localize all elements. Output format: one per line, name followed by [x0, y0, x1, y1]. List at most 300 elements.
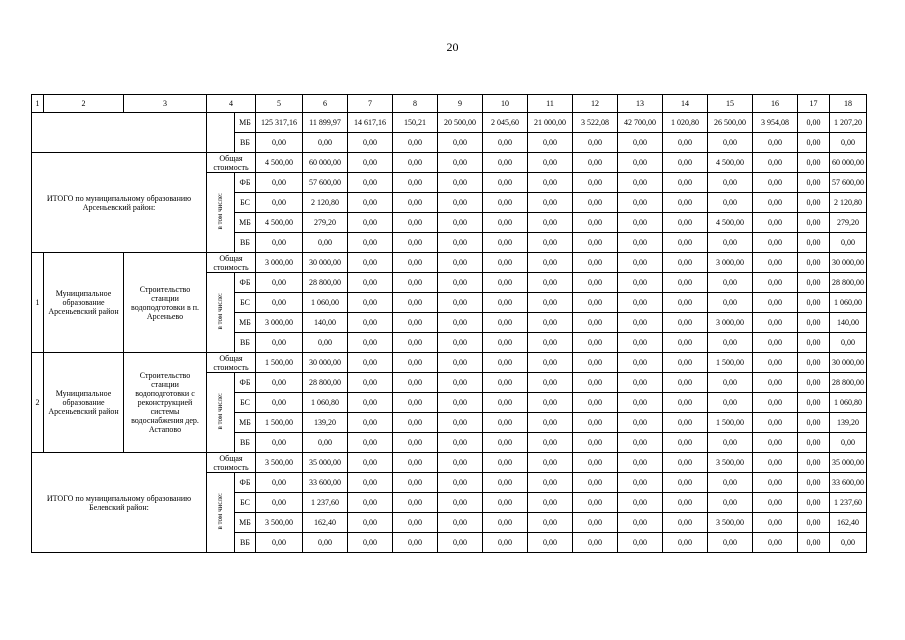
value-cell: 0,00 — [393, 333, 438, 353]
total-label: ИТОГО по муниципальному образованию Белевский район: — [32, 453, 207, 553]
value-cell: 0,00 — [438, 273, 483, 293]
value-cell: 0,00 — [483, 273, 528, 293]
value-cell: 0,00 — [618, 153, 663, 173]
value-cell: 0,00 — [348, 253, 393, 273]
value-cell: 0,00 — [528, 293, 573, 313]
value-cell: 0,00 — [528, 453, 573, 473]
source-cell: ФБ — [235, 273, 256, 293]
value-cell: 0,00 — [348, 353, 393, 373]
value-cell: 0,00 — [663, 493, 708, 513]
value-cell: 0,00 — [573, 513, 618, 533]
vertical-label — [207, 273, 235, 353]
value-cell: 0,00 — [753, 373, 798, 393]
value-cell: 0,00 — [753, 353, 798, 373]
value-cell: 0,00 — [708, 533, 753, 553]
value-cell: 0,00 — [798, 393, 830, 413]
value-cell: 20 500,00 — [438, 113, 483, 133]
value-cell: 0,00 — [618, 233, 663, 253]
empty-label-cell — [32, 113, 207, 153]
value-cell: 1 500,00 — [708, 413, 753, 433]
value-cell: 0,00 — [483, 373, 528, 393]
value-cell: 0,00 — [256, 433, 303, 453]
source-cell: ВБ — [235, 333, 256, 353]
value-cell: 0,00 — [528, 393, 573, 413]
value-cell: 0,00 — [618, 493, 663, 513]
value-cell: 0,00 — [573, 433, 618, 453]
value-cell: 0,00 — [753, 213, 798, 233]
value-cell: 0,00 — [348, 213, 393, 233]
value-cell: 1 060,80 — [830, 393, 867, 413]
vertical-label — [207, 173, 235, 253]
value-cell: 0,00 — [438, 533, 483, 553]
value-cell: 1 207,20 — [830, 113, 867, 133]
value-cell: 0,00 — [256, 133, 303, 153]
value-cell: 0,00 — [393, 193, 438, 213]
value-cell: 0,00 — [798, 333, 830, 353]
value-cell: 0,00 — [618, 413, 663, 433]
header-cell: 6 — [303, 95, 348, 113]
value-cell: 0,00 — [618, 393, 663, 413]
value-cell: 140,00 — [830, 313, 867, 333]
value-cell: 0,00 — [438, 353, 483, 373]
vertical-label — [207, 473, 235, 553]
source-cell: МБ — [235, 213, 256, 233]
value-cell: 0,00 — [348, 153, 393, 173]
value-cell: 0,00 — [393, 253, 438, 273]
value-cell: 0,00 — [438, 313, 483, 333]
value-cell: 0,00 — [798, 213, 830, 233]
value-cell: 0,00 — [256, 333, 303, 353]
value-cell: 0,00 — [708, 273, 753, 293]
value-cell: 0,00 — [798, 113, 830, 133]
value-cell: 0,00 — [393, 173, 438, 193]
value-cell: 0,00 — [438, 493, 483, 513]
value-cell: 0,00 — [618, 173, 663, 193]
value-cell: 0,00 — [663, 413, 708, 433]
value-cell: 0,00 — [483, 233, 528, 253]
value-cell: 0,00 — [483, 333, 528, 353]
header-cell: 15 — [708, 95, 753, 113]
value-cell: 4 500,00 — [708, 213, 753, 233]
source-cell: МБ — [235, 413, 256, 433]
value-cell: 3 000,00 — [256, 253, 303, 273]
source-cell: МБ — [235, 313, 256, 333]
value-cell: 14 617,16 — [348, 113, 393, 133]
value-cell: 0,00 — [708, 373, 753, 393]
value-cell: 21 000,00 — [528, 113, 573, 133]
value-cell: 28 800,00 — [830, 273, 867, 293]
value-cell: 0,00 — [798, 453, 830, 473]
value-cell: 0,00 — [393, 213, 438, 233]
value-cell: 0,00 — [438, 153, 483, 173]
value-cell: 150,21 — [393, 113, 438, 133]
value-cell: 0,00 — [573, 373, 618, 393]
value-cell: 0,00 — [483, 353, 528, 373]
value-cell: 0,00 — [393, 433, 438, 453]
value-cell: 0,00 — [528, 513, 573, 533]
value-cell: 0,00 — [438, 133, 483, 153]
value-cell: 0,00 — [393, 393, 438, 413]
value-cell: 0,00 — [708, 393, 753, 413]
value-cell: 0,00 — [663, 333, 708, 353]
value-cell: 0,00 — [618, 353, 663, 373]
value-cell: 0,00 — [618, 333, 663, 353]
value-cell: 0,00 — [618, 133, 663, 153]
value-cell: 0,00 — [348, 373, 393, 393]
value-cell: 0,00 — [483, 473, 528, 493]
value-cell: 0,00 — [393, 473, 438, 493]
header-cell: 5 — [256, 95, 303, 113]
value-cell: 4 500,00 — [256, 213, 303, 233]
value-cell: 0,00 — [256, 193, 303, 213]
header-cell: 3 — [124, 95, 207, 113]
value-cell: 0,00 — [573, 353, 618, 373]
header-cell: 12 — [573, 95, 618, 113]
value-cell: 0,00 — [303, 333, 348, 353]
value-cell: 0,00 — [528, 133, 573, 153]
value-cell: 0,00 — [348, 273, 393, 293]
value-cell: 30 000,00 — [830, 253, 867, 273]
value-cell: 0,00 — [573, 533, 618, 553]
value-cell: 0,00 — [753, 153, 798, 173]
value-cell: 0,00 — [438, 333, 483, 353]
value-cell: 0,00 — [393, 413, 438, 433]
value-cell: 0,00 — [528, 313, 573, 333]
value-cell: 0,00 — [753, 393, 798, 413]
value-cell: 0,00 — [798, 513, 830, 533]
table-row — [32, 453, 867, 473]
value-cell: 0,00 — [663, 353, 708, 373]
value-cell: 0,00 — [256, 533, 303, 553]
value-cell: 0,00 — [573, 133, 618, 153]
value-cell: 0,00 — [753, 193, 798, 213]
value-cell: 0,00 — [438, 433, 483, 453]
value-cell: 0,00 — [618, 433, 663, 453]
item-number: 1 — [32, 253, 44, 353]
value-cell: 60 000,00 — [830, 153, 867, 173]
value-cell: 0,00 — [573, 233, 618, 253]
value-cell: 0,00 — [528, 273, 573, 293]
value-cell: 0,00 — [830, 333, 867, 353]
value-cell: 0,00 — [483, 173, 528, 193]
value-cell: 0,00 — [753, 433, 798, 453]
including-label: в том числе: — [216, 393, 224, 430]
value-cell: 1 237,60 — [830, 493, 867, 513]
total-cost-label: Общая стоимость — [207, 253, 256, 273]
total-cost-label: Общая стоимость — [207, 353, 256, 373]
value-cell: 0,00 — [573, 333, 618, 353]
value-cell: 0,00 — [618, 373, 663, 393]
source-cell: ВБ — [235, 133, 256, 153]
header-cell: 16 — [753, 95, 798, 113]
value-cell: 0,00 — [753, 533, 798, 553]
value-cell: 0,00 — [618, 533, 663, 553]
value-cell: 0,00 — [528, 373, 573, 393]
value-cell: 0,00 — [393, 273, 438, 293]
value-cell: 0,00 — [348, 313, 393, 333]
header-cell: 7 — [348, 95, 393, 113]
value-cell: 0,00 — [438, 373, 483, 393]
value-cell: 0,00 — [753, 133, 798, 153]
source-cell: ВБ — [235, 533, 256, 553]
value-cell: 0,00 — [798, 173, 830, 193]
source-cell: БС — [235, 493, 256, 513]
value-cell: 0,00 — [393, 453, 438, 473]
value-cell: 0,00 — [303, 533, 348, 553]
value-cell: 0,00 — [393, 353, 438, 373]
including-label: в том числе: — [216, 493, 224, 530]
value-cell: 0,00 — [753, 513, 798, 533]
value-cell: 0,00 — [618, 513, 663, 533]
value-cell: 279,20 — [830, 213, 867, 233]
source-cell: МБ — [235, 513, 256, 533]
value-cell: 28 800,00 — [303, 273, 348, 293]
value-cell: 0,00 — [348, 173, 393, 193]
value-cell: 0,00 — [663, 173, 708, 193]
value-cell: 60 000,00 — [303, 153, 348, 173]
source-cell: ВБ — [235, 233, 256, 253]
value-cell: 0,00 — [708, 333, 753, 353]
vertical-label — [207, 373, 235, 453]
value-cell: 0,00 — [438, 173, 483, 193]
value-cell: 1 020,80 — [663, 113, 708, 133]
value-cell: 0,00 — [528, 253, 573, 273]
value-cell: 1 060,00 — [830, 293, 867, 313]
value-cell: 0,00 — [393, 153, 438, 173]
value-cell: 30 000,00 — [303, 253, 348, 273]
value-cell: 0,00 — [573, 473, 618, 493]
value-cell: 0,00 — [528, 473, 573, 493]
value-cell: 3 000,00 — [708, 313, 753, 333]
value-cell: 0,00 — [528, 193, 573, 213]
source-cell: БС — [235, 293, 256, 313]
value-cell: 0,00 — [303, 133, 348, 153]
value-cell: 3 000,00 — [708, 253, 753, 273]
value-cell: 0,00 — [798, 493, 830, 513]
value-cell: 1 060,00 — [303, 293, 348, 313]
header-cell: 1 — [32, 95, 44, 113]
value-cell: 0,00 — [708, 473, 753, 493]
value-cell: 0,00 — [618, 253, 663, 273]
value-cell: 0,00 — [438, 473, 483, 493]
empty-cell — [207, 113, 235, 153]
value-cell: 0,00 — [798, 133, 830, 153]
table-row — [32, 253, 867, 273]
source-cell: ВБ — [235, 433, 256, 453]
value-cell: 0,00 — [393, 533, 438, 553]
value-cell: 0,00 — [830, 433, 867, 453]
source-cell: БС — [235, 393, 256, 413]
value-cell: 33 600,00 — [830, 473, 867, 493]
value-cell: 0,00 — [708, 493, 753, 513]
value-cell: 125 317,16 — [256, 113, 303, 133]
value-cell: 0,00 — [348, 193, 393, 213]
value-cell: 0,00 — [663, 453, 708, 473]
value-cell: 0,00 — [798, 153, 830, 173]
value-cell: 0,00 — [528, 333, 573, 353]
value-cell: 0,00 — [798, 313, 830, 333]
value-cell: 4 500,00 — [256, 153, 303, 173]
value-cell: 3 954,08 — [753, 113, 798, 133]
total-label: ИТОГО по муниципальному образованию Арсеньевский район: — [32, 153, 207, 253]
value-cell: 0,00 — [753, 293, 798, 313]
header-cell: 8 — [393, 95, 438, 113]
total-cost-label: Общая стоимость — [207, 453, 256, 473]
value-cell: 0,00 — [798, 353, 830, 373]
value-cell: 0,00 — [528, 413, 573, 433]
page-number: 20 — [446, 40, 459, 54]
value-cell: 35 000,00 — [303, 453, 348, 473]
value-cell: 0,00 — [708, 173, 753, 193]
value-cell: 0,00 — [663, 293, 708, 313]
value-cell: 0,00 — [798, 433, 830, 453]
value-cell: 0,00 — [438, 413, 483, 433]
header-cell: 18 — [830, 95, 867, 113]
municipality-name: Муниципальное образование Арсеньевский район — [44, 253, 124, 353]
value-cell: 0,00 — [438, 453, 483, 473]
value-cell: 0,00 — [528, 213, 573, 233]
source-cell: ФБ — [235, 373, 256, 393]
budget-table — [31, 94, 867, 553]
value-cell: 0,00 — [798, 273, 830, 293]
value-cell: 0,00 — [256, 473, 303, 493]
value-cell: 0,00 — [348, 513, 393, 533]
value-cell: 0,00 — [348, 233, 393, 253]
value-cell: 0,00 — [663, 213, 708, 233]
source-cell: ФБ — [235, 473, 256, 493]
value-cell: 0,00 — [663, 193, 708, 213]
value-cell: 0,00 — [708, 233, 753, 253]
object-name: Строительство станции водоподготовки в п. Арсеньево — [124, 253, 207, 353]
value-cell: 0,00 — [798, 473, 830, 493]
value-cell: 0,00 — [618, 193, 663, 213]
value-cell: 0,00 — [798, 293, 830, 313]
value-cell: 33 600,00 — [303, 473, 348, 493]
source-cell: БС — [235, 193, 256, 213]
value-cell: 0,00 — [618, 293, 663, 313]
value-cell: 11 899,97 — [303, 113, 348, 133]
municipality-name: Муниципальное образование Арсеньевский район — [44, 353, 124, 453]
value-cell: 0,00 — [483, 153, 528, 173]
value-cell: 0,00 — [483, 433, 528, 453]
value-cell: 1 237,60 — [303, 493, 348, 513]
value-cell: 0,00 — [528, 433, 573, 453]
value-cell: 0,00 — [753, 493, 798, 513]
value-cell: 3 000,00 — [256, 313, 303, 333]
value-cell: 1 500,00 — [256, 413, 303, 433]
value-cell: 0,00 — [753, 273, 798, 293]
value-cell: 0,00 — [438, 293, 483, 313]
value-cell: 3 500,00 — [256, 513, 303, 533]
value-cell: 0,00 — [663, 513, 708, 533]
value-cell: 2 045,60 — [483, 113, 528, 133]
value-cell: 0,00 — [618, 213, 663, 233]
value-cell: 0,00 — [708, 193, 753, 213]
value-cell: 0,00 — [348, 293, 393, 313]
value-cell: 0,00 — [753, 173, 798, 193]
header-cell: 9 — [438, 95, 483, 113]
value-cell: 0,00 — [708, 133, 753, 153]
value-cell: 139,20 — [830, 413, 867, 433]
value-cell: 0,00 — [256, 393, 303, 413]
value-cell: 0,00 — [798, 233, 830, 253]
value-cell: 140,00 — [303, 313, 348, 333]
table-row — [32, 95, 867, 113]
value-cell: 0,00 — [256, 493, 303, 513]
value-cell: 0,00 — [438, 193, 483, 213]
value-cell: 0,00 — [438, 253, 483, 273]
value-cell: 1 500,00 — [256, 353, 303, 373]
value-cell: 1 500,00 — [708, 353, 753, 373]
value-cell: 0,00 — [348, 533, 393, 553]
value-cell: 1 060,80 — [303, 393, 348, 413]
value-cell: 162,40 — [303, 513, 348, 533]
value-cell: 0,00 — [256, 173, 303, 193]
value-cell: 0,00 — [753, 473, 798, 493]
value-cell: 0,00 — [618, 453, 663, 473]
value-cell: 0,00 — [663, 253, 708, 273]
value-cell: 0,00 — [753, 413, 798, 433]
value-cell: 0,00 — [573, 313, 618, 333]
value-cell: 0,00 — [663, 313, 708, 333]
value-cell: 0,00 — [483, 293, 528, 313]
value-cell: 0,00 — [618, 313, 663, 333]
value-cell: 0,00 — [663, 473, 708, 493]
value-cell: 0,00 — [830, 533, 867, 553]
header-cell: 4 — [207, 95, 256, 113]
value-cell: 0,00 — [393, 513, 438, 533]
value-cell: 0,00 — [753, 253, 798, 273]
value-cell: 28 800,00 — [303, 373, 348, 393]
source-cell: МБ — [235, 113, 256, 133]
value-cell: 3 500,00 — [708, 453, 753, 473]
header-cell: 2 — [44, 95, 124, 113]
value-cell: 0,00 — [663, 433, 708, 453]
value-cell: 139,20 — [303, 413, 348, 433]
value-cell: 0,00 — [830, 133, 867, 153]
value-cell: 0,00 — [348, 473, 393, 493]
value-cell: 0,00 — [348, 433, 393, 453]
value-cell: 0,00 — [483, 193, 528, 213]
value-cell: 0,00 — [528, 493, 573, 513]
value-cell: 0,00 — [753, 313, 798, 333]
value-cell: 42 700,00 — [618, 113, 663, 133]
value-cell: 0,00 — [438, 393, 483, 413]
value-cell: 0,00 — [663, 533, 708, 553]
value-cell: 3 522,08 — [573, 113, 618, 133]
value-cell: 0,00 — [663, 153, 708, 173]
header-cell: 10 — [483, 95, 528, 113]
table-row — [32, 153, 867, 173]
value-cell: 0,00 — [483, 393, 528, 413]
value-cell: 26 500,00 — [708, 113, 753, 133]
value-cell: 0,00 — [798, 533, 830, 553]
value-cell: 0,00 — [483, 493, 528, 513]
value-cell: 0,00 — [303, 233, 348, 253]
table-row — [32, 353, 867, 373]
value-cell: 0,00 — [483, 533, 528, 553]
value-cell: 0,00 — [573, 293, 618, 313]
value-cell: 279,20 — [303, 213, 348, 233]
value-cell: 0,00 — [393, 313, 438, 333]
value-cell: 0,00 — [618, 473, 663, 493]
value-cell: 57 600,00 — [303, 173, 348, 193]
value-cell: 57 600,00 — [830, 173, 867, 193]
value-cell: 0,00 — [483, 213, 528, 233]
value-cell: 0,00 — [663, 393, 708, 413]
value-cell: 0,00 — [483, 453, 528, 473]
value-cell: 0,00 — [708, 293, 753, 313]
